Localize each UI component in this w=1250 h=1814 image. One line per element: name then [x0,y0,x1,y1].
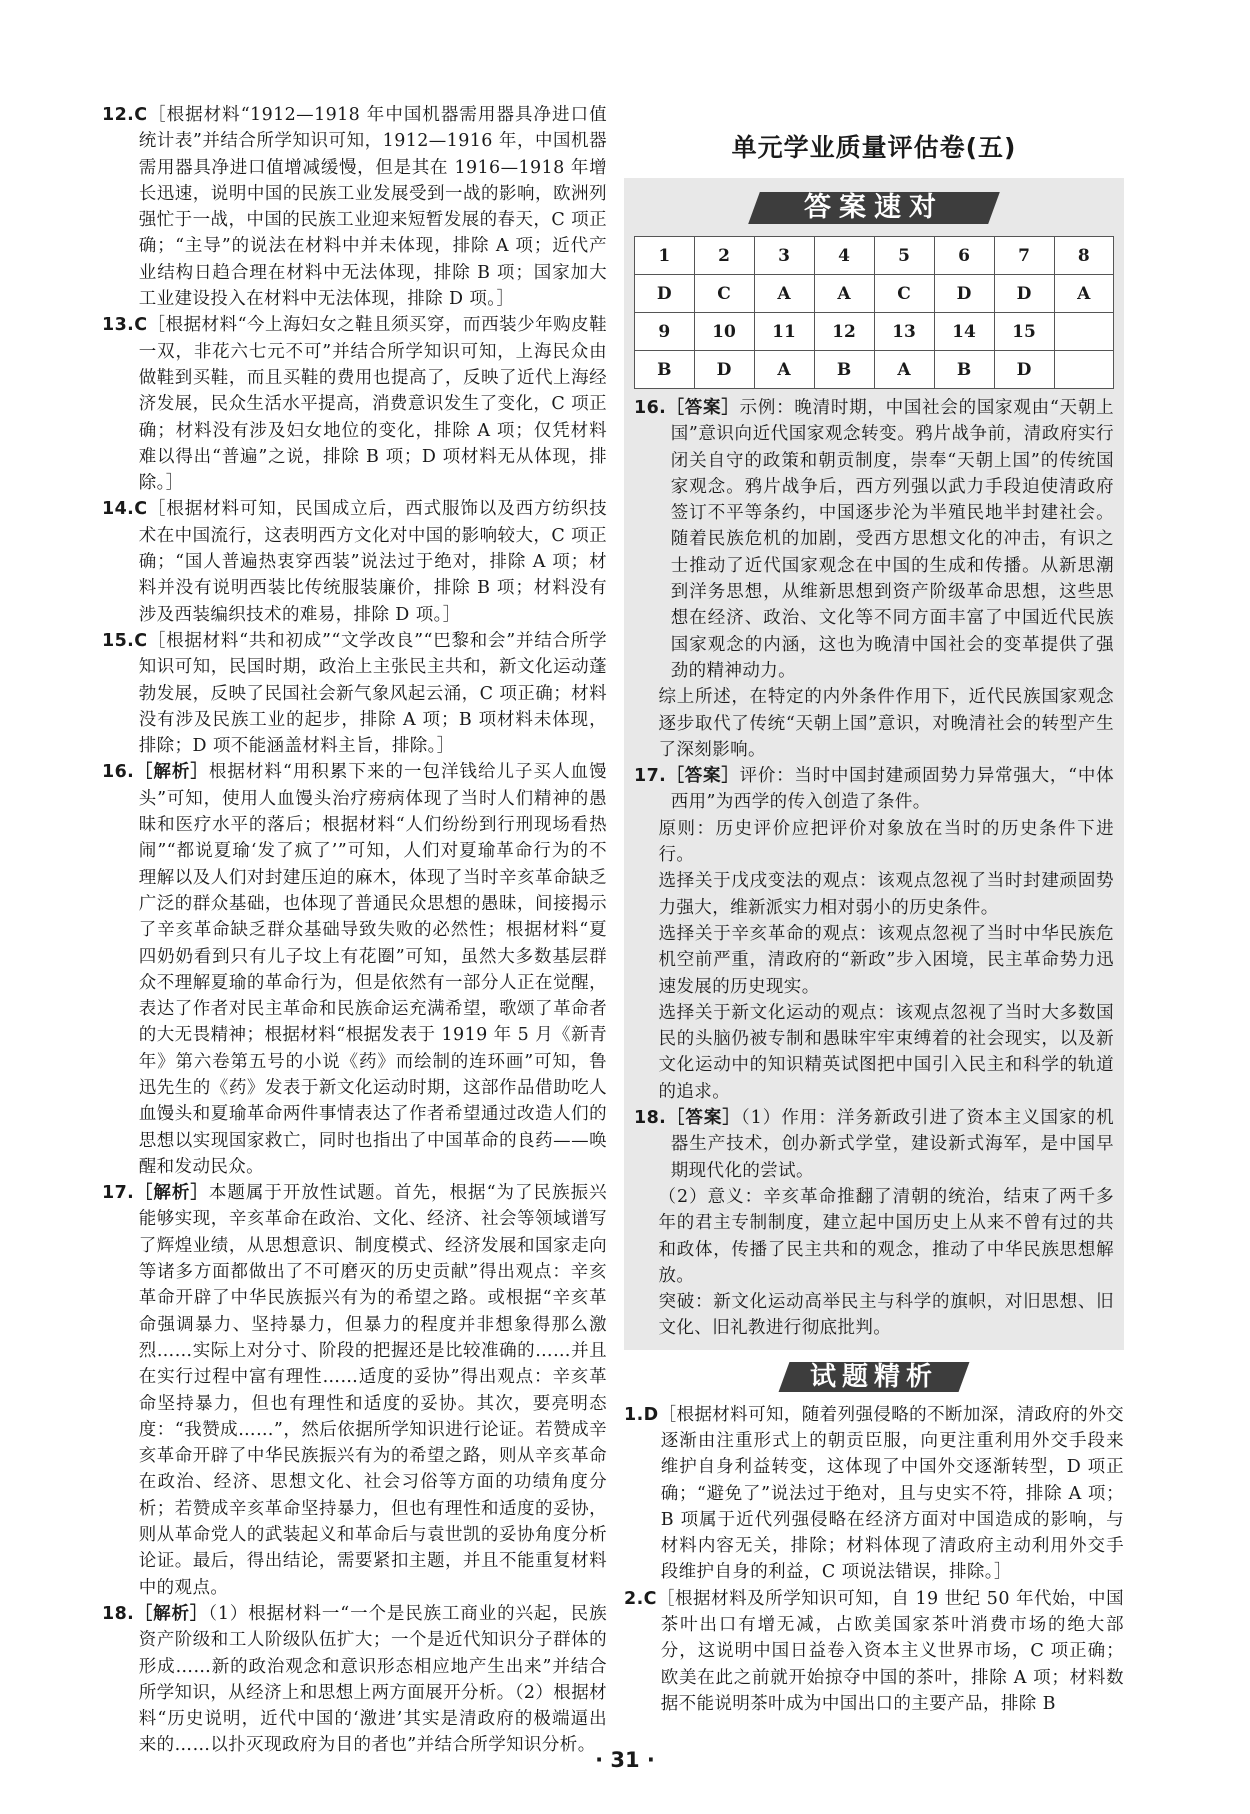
answer-17-option-2: 选择关于辛亥革命的观点：该观点忽视了当时中华民族危机空前严重，清政府的“新政”步入困境，民主革命势力迅速发展的历史现实。 [658,923,1114,997]
answer-value: D [934,275,994,313]
answer-row-values [635,275,1114,313]
answer-value: C [694,275,754,313]
question-text: （1）根据材料一“一个是民族工商业的兴起，民族资产阶级和工人阶级队伍扩大；一个是近代知识分子群体的形成……新的政治观念和意识形态相应地产生出来”并结合所学知识，从经济上和思想上两方面展开分析。（2）根据材料“历史说明，近代中国的‘激进’其实是清政府的极端逼出来的……以扑灭现政府为目的者也”并结合所学知识分析。 [138,1603,607,1756]
question-text: ［根据材料“今上海妇女之鞋且须买穿，而西装少年购皮鞋一双，非花六七元不可”并结合所学知识可知，上海民众由做鞋到买鞋，而且买鞋的费用也提高了，反映了近代上海经济发展，民众生活水平提高，消费意识发生了变化，C 项正确；材料没有涉及妇女地位的变化，排除 A 项；仅凭材料难以得出“普遍”之说，排除 B 项；D 项材料无从体现，排除。］ [138,315,607,494]
answer-num: 12 [814,313,874,351]
answer-tag: ［答案］ [666,398,740,418]
answer-17-principle: 原则：历史评价应把评价对象放在当时的历史条件下进行。 [658,818,1114,866]
answer-text: 示例：晚清时期，中国社会的国家观由“天朝上国”意识向近代国家观念转变。鸦片战争前，清政府实行闭关自守的政策和朝贡制度，崇奉“天朝上国”的传统国家观念。鸦片战争后，西方列强以武力手段迫使清政府签订不平等条约，中国逐步沦为半殖民地半封建社会。随着民族危机的加剧，受西方思想文化的冲击，有识之士推动了近代国家观念在中国的生成和传播。从新思潮到洋务思想，从维新思想到资产阶级革命思想，这些思想在经济、政治、文化等不同方面丰富了中国近代民族国家观念的内涵，这也为晚清中国社会的变革提供了强劲的精神动力。 [670,398,1114,681]
answer-row-numbers [635,313,1114,351]
answer-num: 8 [1054,237,1114,275]
question-text: 根据材料“用积累下来的一包洋钱给儿子买人血馒头”可知，使用人血馒头治疗痨病体现了当时人们精神的愚昧和医疗水平的落后；根据材料“人们纷纷到行刑现场看热闹”“都说夏瑜‘发了疯了’”可知，人们对夏瑜革命行为的不理解以及人们对封建压迫的麻木，体现了当时辛亥革命缺乏广泛的群众基础，也体现了普通民众思想的愚昧，间接揭示了辛亥革命缺乏群众基础导致失败的必然性；根据材料“夏四奶奶看到只有儿子坟上有花圈”可知，虽然大多数基层群众不理解夏瑜的革命行为，但是依然有一部分人正在觉醒，表达了作者对民主革命和民族命运充满希望，歌颂了革命者的大无畏精神；根据材料“根据发表于 1919 年 5 月《新青年》第六卷第五号的小说《药》而绘制的连环画”可知，鲁迅先生的《药》发表于新文化运动时期，这部作品借助吃人血馒头和夏瑜革命两件事情表达了作者希望通过改造人们的思想以实现国家救亡，同时也指出了中国革命的良药——唤醒和发动民众。 [138,762,607,1177]
answer-value: A [814,275,874,313]
left-column [102,102,607,1759]
answer-value: C [874,275,934,313]
answer-row-numbers [635,237,1114,275]
answer-row-values [635,351,1114,389]
answer-text: （1）作用：洋务新政引进了资本主义国家的机器生产技术，创办新式学堂，建设新式海军，是中国早期现代化的尝试。 [670,1108,1114,1181]
right-column [624,120,1124,1717]
answer-table [634,236,1114,389]
question-17-analysis [102,1180,607,1601]
answer-empty-cell [1054,351,1114,389]
answer-tag: ［答案］ [666,1108,741,1129]
answer-banner-text: 答案速对 [804,192,944,223]
answer-value: A [754,275,814,313]
question-12 [102,102,607,312]
answer-num: 11 [754,313,814,351]
question-number: 1.D [624,1404,659,1425]
answer-16 [634,395,1114,684]
question-number: 16. [102,762,135,783]
analysis-tag: ［解析］ [134,1603,209,1624]
analysis-tag: ［解析］ [134,1183,209,1204]
answer-num: 13 [874,313,934,351]
answer-18 [634,1105,1114,1184]
question-text: ［根据材料“1912—1918 年中国机器需用器具净进口值统计表”并结合所学知识可知，1912—1916 年，中国机器需用器具净进口值增减缓慢，但是其在 1916—1918 年增长迅速，说明中国的民族工业发展受到一战的影响，欧洲列强忙于一战，中国的民族工业迎来短暂发展的春天，C 项正确；“主导”的说法在材料中并未体现，排除 A 项；近代产业结构日趋合理在材料中无法体现，排除 B 项；国家加大工业建设投入在材料中无法体现，排除 D 项。］ [138,105,607,310]
answer-text: 评价：当时中国封建顽固势力异常强大，“中体西用”为西学的传入创造了条件。 [670,766,1114,813]
answer-num: 15 [994,313,1054,351]
answer-value: A [1054,275,1114,313]
answer-18-breakthrough: 突破：新文化运动高举民主与科学的旗帜，对旧思想、旧文化、旧礼教进行彻底批判。 [658,1292,1114,1339]
answer-value: B [635,351,695,389]
question-number: 14.C [102,499,148,520]
answer-panel [624,178,1124,1350]
answer-tag: ［答案］ [666,766,740,787]
answer-num: 5 [874,237,934,275]
answer-17 [634,763,1114,816]
question-number: 13.C [102,315,148,336]
answer-value: D [994,351,1054,389]
answer-17-option-3: 选择关于新文化运动的观点：该观点忽视了当时大多数国民的头脑仍被专制和愚昧牢牢束缚着的社会现实，以及新文化运动中的知识精英试图把中国引入民主和科学的轨道的追求。 [658,1002,1114,1102]
answer-banner [754,188,994,228]
analysis-tag: ［解析］ [134,762,209,783]
question-number: 18. [634,1108,667,1129]
analysis-text: ［根据材料及所学知识可知，自 19 世纪 50 年代始，中国茶叶出口有增无减，占欧美国家茶叶消费市场的绝大部分，这说明中国日益卷入资本主义世界市场，C 项正确；欧美在此之前就开始掠夺中国的茶叶，排除 A 项；材料数据不能说明茶叶成为中国出口的主要产品，排除 B [656,1588,1124,1714]
answer-value: D [994,275,1054,313]
answer-17-option-1: 选择关于戊戌变法的观点：该观点忽视了当时封建顽固势力强大，维新派实力相对弱小的历史条件。 [658,871,1114,918]
answer-num: 2 [694,237,754,275]
question-15 [102,628,607,759]
analysis-banner [784,1358,964,1398]
answer-num: 3 [754,237,814,275]
answer-empty-cell [1054,313,1114,351]
answer-num: 14 [934,313,994,351]
question-13 [102,312,607,496]
analysis-2 [624,1586,1124,1717]
answer-num: 1 [635,237,695,275]
answer-num: 4 [814,237,874,275]
answer-value: B [934,351,994,389]
question-number: 16. [634,398,667,418]
question-text: ［根据材料“共和初成”“文学改良”“巴黎和会”并结合所学知识可知，民国时期，政治上主张民主共和，新文化运动蓬勃发展，反映了民国社会新气象风起云涌，C 项正确；材料没有涉及民族工业的起步，排除 A 项；B 项材料未体现，排除；D 项不能涵盖材料主旨，排除。］ [138,630,607,757]
answer-16-summary: 综上所述，在特定的内外条件作用下，近代民族国家观念逐步取代了传统“天朝上国”意识，对晚清社会的转型产生了深刻影响。 [658,687,1114,760]
answer-value: A [874,351,934,389]
answer-value: A [754,351,814,389]
analysis-text: ［根据材料可知，随着列强侵略的不断加深，清政府的外交逐渐由注重形式上的朝贡臣服，向更注重利用外交手段来维护自身利益转变，这体现了中国外交逐渐转型，D 项正确；“避免了”说法过于绝对，且与史实不符，排除 A 项；B 项属于近代列强侵略在经济方面对中国造成的影响，与材料内容无关，排除；材料体现了清政府主动利用外交手段维护自身的利益，C 项说法错误，排除。］ [658,1404,1124,1583]
analysis-banner-text: 试题精析 [809,1361,938,1392]
answer-num: 9 [635,313,695,351]
question-number: 17. [634,766,667,787]
question-number: 15.C [102,630,148,651]
question-number: 2.C [624,1588,657,1609]
answer-num: 7 [994,237,1054,275]
question-number: 18. [102,1603,135,1624]
question-text: 本题属于开放性试题。首先，根据“为了民族振兴能够实现，辛亥革命在政治、文化、经济、社会等领域谱写了辉煌业绩，从思想意识、制度模式、经济发展和国家走向等诸多方面都做出了不可磨灭的历史贡献”得出观点：辛亥革命开辟了中华民族振兴有为的希望之路。或根据“辛亥革命强调暴力、坚持暴力，但暴力的程度并非想象得那么激烈……实际上对分寸、阶段的把握还是比较准确的……并且在实行过程中富有理性……适度的妥协”得出观点：辛亥革命坚持暴力，但也有理性和适度的妥协。其次，要亮明态度：“我赞成……”，然后依据所学知识进行论证。若赞成辛亥革命开辟了中华民族振兴有为的希望之路，则从辛亥革命在政治、经济、思想文化、社会习俗等方面的功绩角度分析；若赞成辛亥革命坚持暴力，但也有理性和适度的妥协，则从革命党人的武装起义和革命后与袁世凯的妥协角度分析论证。最后，得出结论，需要紧扣主题，并且不能重复材料中的观点。 [138,1183,607,1598]
question-16-analysis [102,759,607,1180]
answer-18-significance: （2）意义：辛亥革命推翻了清朝的统治，结束了两千多年的君主专制制度，建立起中国历史上从来不曾有过的共和政体，传播了民主共和的观念，推动了中华民族思想解放。 [658,1186,1114,1286]
question-18-analysis [102,1601,607,1759]
answer-value: D [694,351,754,389]
question-14 [102,496,607,627]
answer-num: 10 [694,313,754,351]
question-number: 12.C [102,105,148,125]
answer-value: D [635,275,695,313]
analysis-1 [624,1402,1124,1586]
question-text: ［根据材料可知，民国成立后，西式服饰以及西方纺织技术在中国流行，这表明西方文化对中国的影响较大，C 项正确；“国人普遍热衷穿西装”说法过于绝对，排除 A 项；材料并没有说明西装比传统服装廉价，排除 B 项；材料没有涉及西装编织技术的难易，排除 D 项。］ [138,499,607,625]
page-number: · 31 · [595,1748,655,1772]
page-title: 单元学业质量评估卷(五) [731,133,1017,162]
question-number: 17. [102,1183,135,1204]
answer-value: B [814,351,874,389]
answer-num: 6 [934,237,994,275]
